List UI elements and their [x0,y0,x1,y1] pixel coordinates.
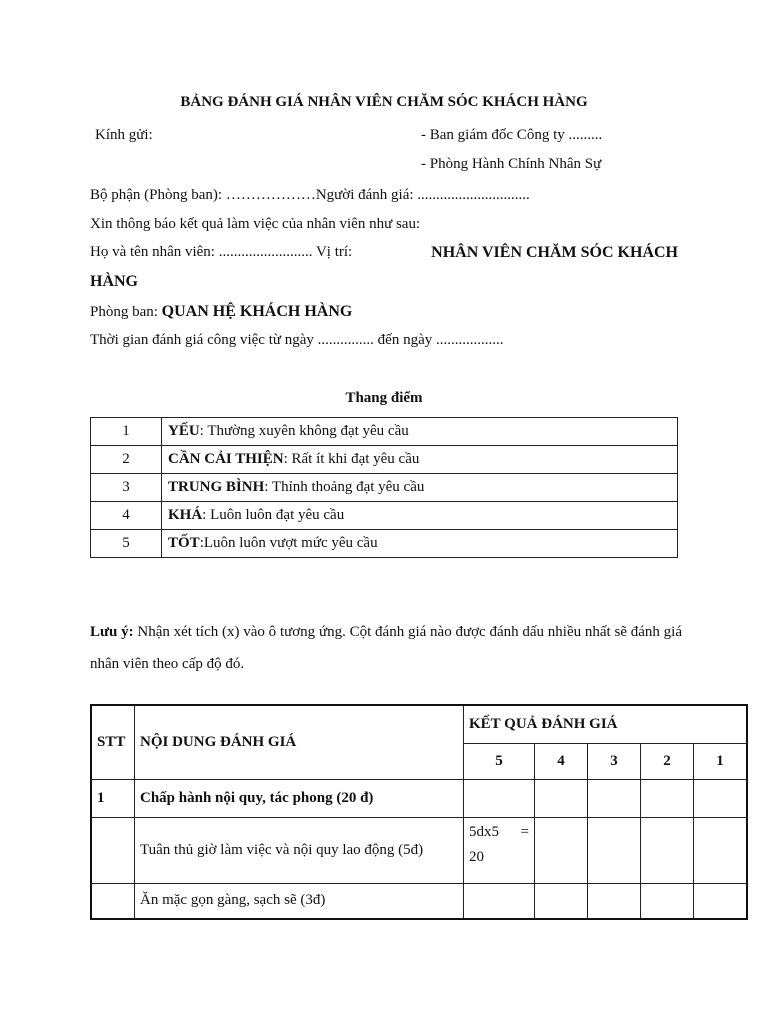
check-cell[interactable] [464,883,535,919]
department-line: Bộ phận (Phòng ban): ………………Người đánh giá: .............................. [90,187,530,203]
item-label: Ăn mặc gọn gàng, sạch sẽ (3đ) [135,883,464,919]
check-cell[interactable] [464,817,535,883]
scale-number: 4 [91,502,162,530]
score-3-header: 3 [588,743,641,779]
table-row [91,779,747,817]
employee-name-label: Họ và tên nhân viên: ......................... Vị trí: [90,244,353,260]
table-row [91,883,747,919]
department-row [90,303,352,321]
scale-description [162,530,678,558]
department-label: Phòng ban: [90,304,158,320]
scale-number: 5 [91,530,162,558]
check-cell[interactable] [588,779,641,817]
scale-number: 2 [91,446,162,474]
check-cell[interactable] [641,817,694,883]
check-cell[interactable] [535,883,588,919]
document-title: BẢNG ĐÁNH GIÁ NHÂN VIÊN CHĂM SÓC KHÁCH HÀNG [180,94,588,110]
table-row [91,418,678,446]
formula-equals: = [520,823,529,840]
scale-description [162,418,678,446]
scale-title: Thang điểm [345,390,423,406]
table-row [91,474,678,502]
scale-text: : Thỉnh thoảng đạt yêu cầu [264,479,425,495]
scale-level: YẾU [168,423,200,439]
formula-left: 5dx5 [469,823,499,840]
item-label: Tuân thủ giờ làm việc và nội quy lao động (5đ) [135,817,464,883]
check-cell[interactable] [694,817,748,883]
position-value-continued: HÀNG [90,273,138,290]
check-cell[interactable] [464,779,535,817]
note-text: Nhận xét tích (x) vào ô tương ứng. Cột đánh giá nào được đánh dấu nhiều nhất sẽ đánh giá nhân viên theo cấp độ đó. [90,624,683,672]
scale-description [162,446,678,474]
scale-level: TRUNG BÌNH [168,479,265,495]
scale-level: KHÁ [168,507,203,523]
notice-line: Xin thông báo kết quả làm việc của nhân viên như sau: [90,216,421,232]
scale-description [162,474,678,502]
scale-number: 1 [91,418,162,446]
score-1-header: 1 [694,743,748,779]
note-paragraph [90,616,682,680]
col-content-header: NỘI DUNG ĐÁNH GIÁ [135,705,464,779]
employee-position-row [90,244,678,262]
score-2-header: 2 [641,743,694,779]
score-5-header: 5 [464,743,535,779]
check-cell[interactable] [588,883,641,919]
check-cell[interactable] [588,817,641,883]
item-stt [91,817,135,883]
check-cell[interactable] [641,779,694,817]
scale-description [162,502,678,530]
section-title: Chấp hành nội quy, tác phong (20 đ) [135,779,464,817]
recipient-board: - Ban giám đốc Công ty ......... [421,127,603,143]
evaluation-period: Thời gian đánh giá công việc từ ngày ............... đến ngày .................. [90,332,504,348]
scale-level: CẦN CẢI THIỆN [168,451,284,467]
check-cell[interactable] [694,779,748,817]
scale-text: : Luôn luôn đạt yêu cầu [202,507,345,523]
scale-table [90,417,678,558]
table-row [91,446,678,474]
check-cell[interactable] [535,779,588,817]
recipient-hr: - Phòng Hành Chính Nhân Sự [421,156,602,172]
section-stt: 1 [91,779,135,817]
scale-level: TỐT [168,535,200,551]
table-row [91,817,747,883]
scale-number: 3 [91,474,162,502]
scale-text: : Rất ít khi đạt yêu cầu [283,451,420,467]
scale-text: :Luôn luôn vượt mức yêu cầu [199,535,378,551]
department-value: QUAN HỆ KHÁCH HÀNG [161,303,353,320]
table-row [91,502,678,530]
item-stt [91,883,135,919]
check-cell[interactable] [694,883,748,919]
table-header-row [91,705,747,743]
note-label: Lưu ý: [90,624,134,640]
check-cell[interactable] [535,817,588,883]
check-cell[interactable] [641,883,694,919]
table-row [91,530,678,558]
scale-text: : Thường xuyên không đạt yêu cầu [199,423,409,439]
score-formula [469,824,529,841]
col-result-header: KẾT QUẢ ĐÁNH GIÁ [464,705,748,743]
formula-result: 20 [469,848,484,865]
evaluation-table [90,704,748,920]
position-value: NHÂN VIÊN CHĂM SÓC KHÁCH [431,244,678,261]
col-stt-header: STT [91,705,135,779]
score-4-header: 4 [535,743,588,779]
greeting-label: Kính gửi: [95,127,153,143]
